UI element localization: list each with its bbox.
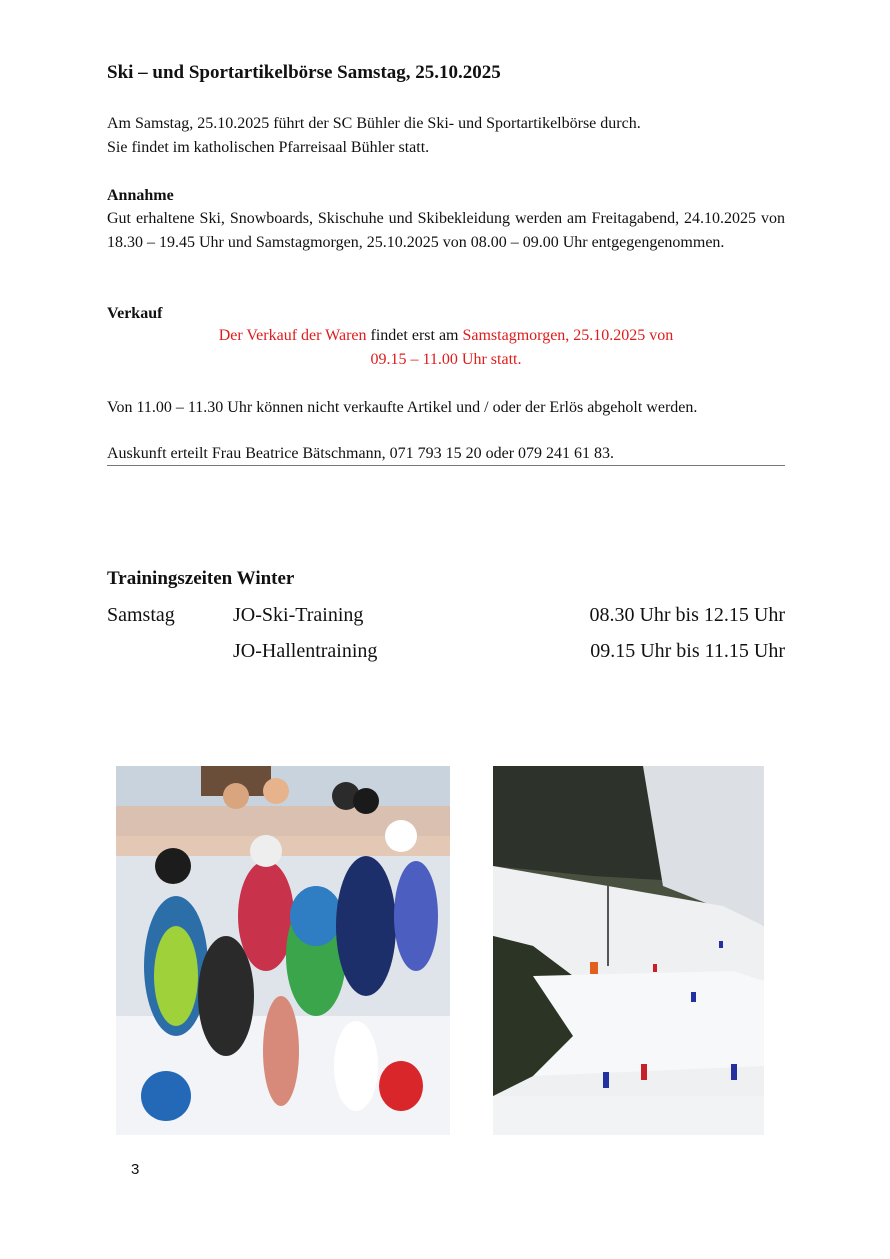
intro-paragraph: [107, 112, 785, 160]
intro-line-2: Sie findet im katholischen Pfarreisaal Bühler statt.: [107, 139, 430, 156]
annahme-text: Gut erhaltene Ski, Snowboards, Skischuhe und Skibekleidung werden am Freitagabend, 24.10.2025 von 18.30 – 19.45 Uhr und Samstagmorgen, 25.10.2025 von 08.00 – 09.00 Uhr entgegengenommen.: [107, 210, 785, 251]
verkauf-heading: Verkauf: [107, 305, 163, 322]
verkauf-red-2: Samstagmorgen, 25.10.2025 von: [462, 327, 674, 344]
annahme-heading: Annahme: [107, 187, 174, 204]
training-row: [107, 640, 785, 666]
training-time: 08.30 Uhr bis 12.15 Uhr: [589, 604, 785, 626]
training-day: Samstag: [107, 604, 175, 626]
page-title: Ski – und Sportartikelbörse Samstag, 25.10.2025: [107, 62, 501, 83]
verkauf-text: [107, 324, 785, 372]
training-time: 09.15 Uhr bis 11.15 Uhr: [590, 640, 785, 662]
training-name: JO-Ski-Training: [233, 604, 364, 626]
page-number: 3: [131, 1161, 140, 1178]
divider-line: [107, 465, 785, 466]
training-name: JO-Hallentraining: [233, 640, 378, 662]
contact-text: Auskunft erteilt Frau Beatrice Bätschmann, 071 793 15 20 oder 079 241 61 83.: [107, 445, 615, 462]
training-row: [107, 604, 785, 630]
pickup-text: Von 11.00 – 11.30 Uhr können nicht verkaufte Artikel und / oder der Erlös abgeholt werden.: [107, 399, 698, 416]
slope-photo: [493, 766, 764, 1135]
training-heading: Trainingszeiten Winter: [107, 568, 295, 589]
verkauf-red-1: Der Verkauf der Waren: [218, 327, 367, 344]
team-photo: [116, 766, 450, 1135]
verkauf-red-3: 09.15 – 11.00 Uhr statt.: [370, 351, 522, 368]
intro-line-1: Am Samstag, 25.10.2025 führt der SC Bühler die Ski- und Sportartikelbörse durch.: [107, 115, 641, 132]
verkauf-black: findet erst am: [366, 327, 463, 344]
